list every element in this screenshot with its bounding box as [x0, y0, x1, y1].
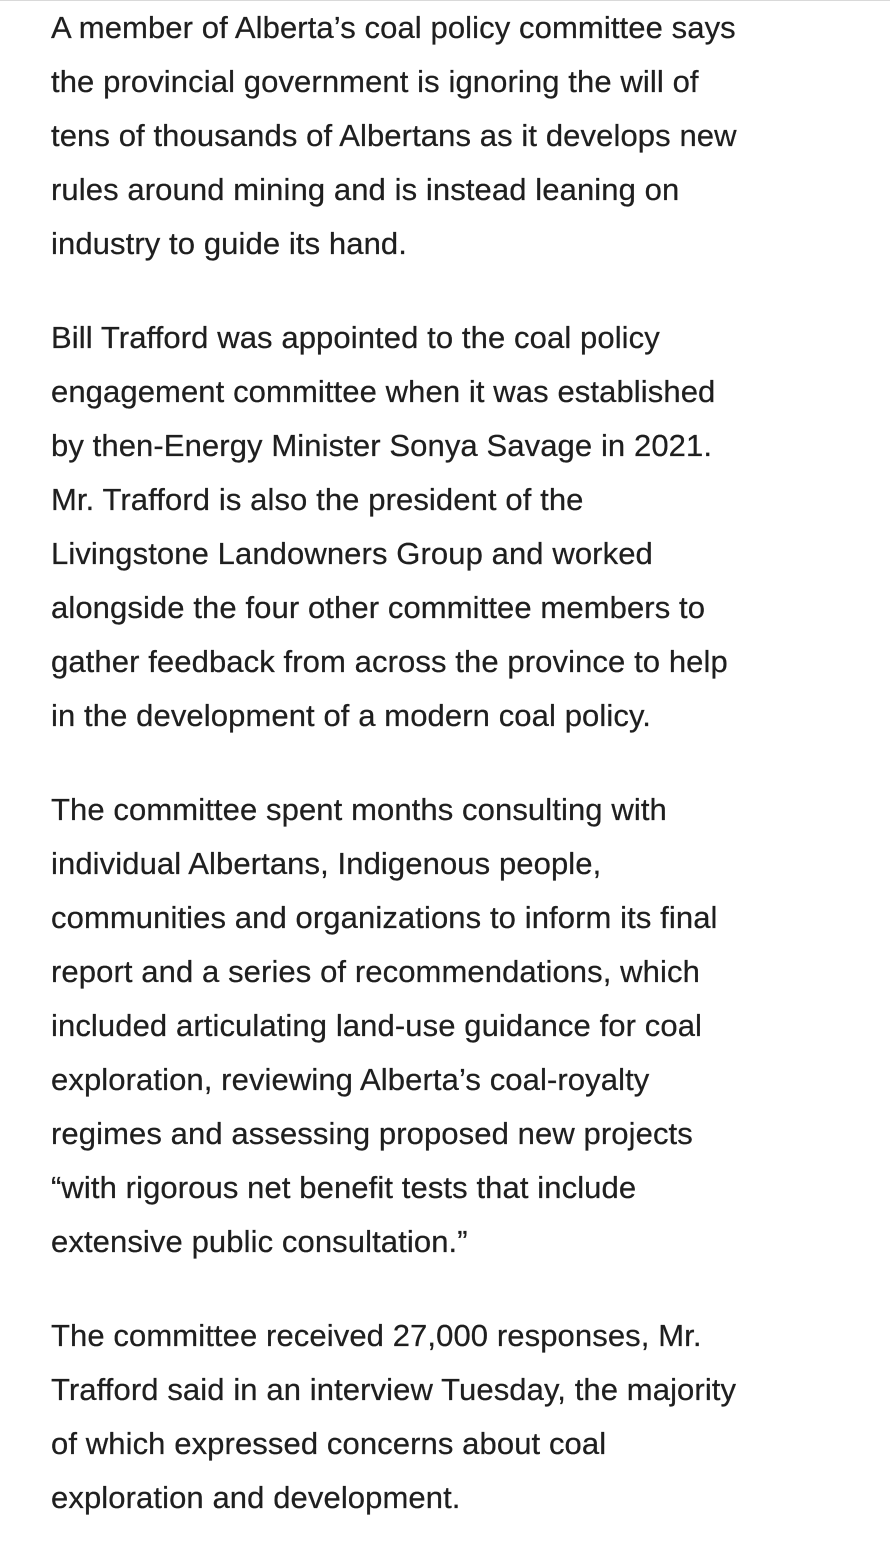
text-line: industry to guide its hand. [51, 226, 407, 261]
paragraph-2 [51, 311, 851, 743]
text-line: tens of thousands of Albertans as it develops new [51, 118, 737, 153]
text-line: exploration, reviewing Alberta’s coal-royalty [51, 1062, 650, 1097]
text-line: A member of Alberta’s coal policy committee says [51, 10, 736, 45]
text-line: Bill Trafford was appointed to the coal policy [51, 320, 660, 355]
text-line: Trafford said in an interview Tuesday, the majority [51, 1372, 737, 1407]
text-line: included articulating land-use guidance for coal [51, 1008, 703, 1043]
text-line: of which expressed concerns about coal [51, 1426, 607, 1461]
text-line: regimes and assessing proposed new projects [51, 1116, 693, 1151]
text-line: “with rigorous net benefit tests that include [51, 1170, 637, 1205]
paragraph-4 [51, 1309, 851, 1525]
text-line: exploration and development. [51, 1480, 461, 1515]
text-line: the provincial government is ignoring the will of [51, 64, 699, 99]
paragraph-1 [51, 1, 851, 271]
article-body [51, 1, 851, 1565]
text-line: Livingstone Landowners Group and worked [51, 536, 653, 571]
text-line: alongside the four other committee members to [51, 590, 706, 625]
text-line: rules around mining and is instead leaning on [51, 172, 680, 207]
paragraph-3 [51, 783, 851, 1269]
text-line: report and a series of recommendations, which [51, 954, 700, 989]
text-line: Mr. Trafford is also the president of the [51, 482, 584, 517]
text-line: engagement committee when it was established [51, 374, 716, 409]
text-line: by then-Energy Minister Sonya Savage in 2021. [51, 428, 713, 463]
text-line: The committee received 27,000 responses, Mr. [51, 1318, 702, 1353]
text-line: extensive public consultation.” [51, 1224, 468, 1259]
text-line: communities and organizations to inform its final [51, 900, 718, 935]
text-line: in the development of a modern coal policy. [51, 698, 651, 733]
text-line: gather feedback from across the province to help [51, 644, 728, 679]
text-line: individual Albertans, Indigenous people, [51, 846, 602, 881]
text-line: The committee spent months consulting with [51, 792, 667, 827]
